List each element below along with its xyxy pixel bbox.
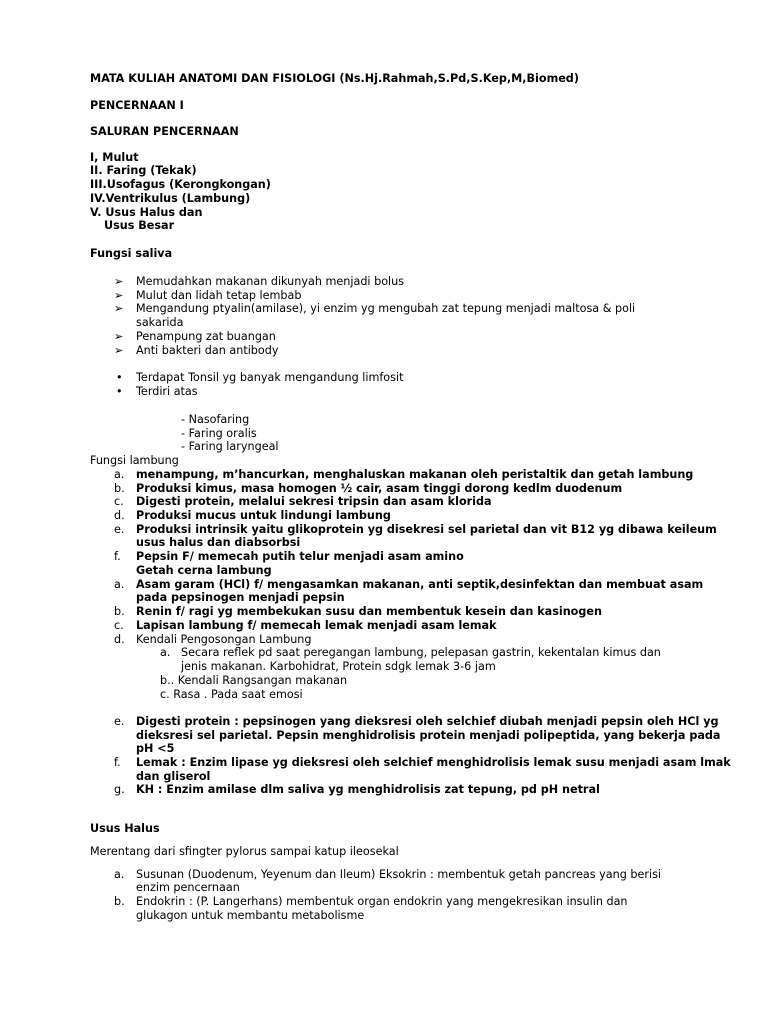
bullet-icon: • [116,385,123,398]
list-marker: b. [114,605,125,618]
list-marker: c. [114,495,124,508]
lambung-heading: Fungsi lambung [90,454,179,467]
organ-item: II. Faring (Tekak) [90,164,197,177]
list-marker: a. [160,646,171,659]
getah-item-continuation: pada pepsinogen menjadi pepsin [136,591,345,604]
lambung-function: Produksi kimus, masa homogen ½ cair, asam tinggi dorong kedlm duodenum [136,482,623,495]
digesti-item-continuation: dan gliserol [136,770,211,783]
getah-item: Asam garam (HCl) f/ mengasamkan makanan, anti septik,desinfektan dan membuat asam [136,578,704,591]
arrow-bullet-icon: ➢ [114,289,124,302]
list-marker: d. [114,509,125,522]
lambung-function: Produksi intrinsik yaitu glikoprotein yg disekresi sel parietal dan vit B12 yg dibawa keileum [136,523,717,536]
organ-item: Usus Besar [104,219,175,232]
organ-item: V. Usus Halus dan [90,206,203,219]
getah-item: Lapisan lambung f/ memecah lemak menjadi asam lemak [136,619,497,632]
getah-heading: Getah cerna lambung [136,564,272,577]
kendali-sub-item: c. Rasa . Pada saat emosi [160,688,303,701]
list-marker: g. [114,783,125,796]
list-marker: a. [114,468,125,481]
list-marker: b. [114,895,125,908]
lambung-function: Produksi mucus untuk lindungi lambung [136,509,391,522]
kendali-sub-item: Secara reflek pd saat peregangan lambung, pelepasan gastrin, kekentalan kimus dan [181,646,661,659]
faring-part: - Nasofaring [181,413,250,426]
faring-item: Terdiri atas [136,385,198,398]
chapter-title: PENCERNAAN I [90,99,184,112]
list-marker: d. [114,633,125,646]
organ-item: I, Mulut [90,151,139,164]
usus-halus-heading: Usus Halus [90,822,160,835]
list-marker: e. [114,523,125,536]
arrow-bullet-icon: ➢ [114,275,124,288]
saliva-item: Mengandung ptyalin(amilase), yi enzim yg mengubah zat tepung menjadi maltosa & poli [136,302,636,315]
course-title: MATA KULIAH ANATOMI DAN FISIOLOGI (Ns.Hj.Rahmah,S.Pd,S.Kep,M,Biomed) [90,72,579,85]
list-marker: f. [114,550,121,563]
digesti-item-continuation: pH <5 [136,742,175,755]
getah-item: Renin f/ ragi yg membekukan susu dan membentuk kesein dan kasinogen [136,605,602,618]
kendali-heading: Kendali Pengosongan Lambung [136,633,312,646]
arrow-bullet-icon: ➢ [114,344,124,357]
organ-item: III.Usofagus (Kerongkongan) [90,178,271,191]
usus-halus-item-continuation: enzim pencernaan [136,881,240,894]
list-marker: a. [114,578,125,591]
list-marker: b. [114,482,125,495]
usus-halus-item: Endokrin : (P. Langerhans) membentuk organ endokrin yang mengekresikan insulin dan [136,895,628,908]
digesti-item-continuation: dieksresi sel parietal. Pepsin menghidrolisis protein menjadi polipeptida, yang bekerja pada [136,729,721,742]
organ-item: IV.Ventrikulus (Lambung) [90,192,251,205]
usus-halus-intro: Merentang dari sfingter pylorus sampai katup ileosekal [90,845,399,858]
list-marker: c. [114,619,124,632]
kendali-sub-item: b.. Kendali Rangsangan makanan [160,674,348,687]
list-marker: e. [114,715,125,728]
digesti-item: Lemak : Enzim lipase yg dieksresi oleh selchief menghidrolisis lemak susu menjadi asam lmak [136,756,731,769]
saliva-item: Anti bakteri dan antibody [136,344,279,357]
usus-halus-item: Susunan (Duodenum, Yeyenum dan Ileum) Eksokrin : membentuk getah pancreas yang berisi [136,868,662,881]
saliva-item: Memudahkan makanan dikunyah menjadi bolus [136,275,405,288]
list-marker: a. [114,868,125,881]
lambung-function-continuation: usus halus dan diabsorbsi [136,536,301,549]
lambung-function: Pepsin F/ memecah putih telur menjadi asam amino [136,550,464,563]
bullet-icon: • [116,371,123,384]
arrow-bullet-icon: ➢ [114,330,124,343]
digesti-item: KH : Enzim amilase dlm saliva yg menghidrolisis zat tepung, pd pH netral [136,783,600,796]
faring-part: - Faring laryngeal [181,440,279,453]
arrow-bullet-icon: ➢ [114,302,124,315]
lambung-function: menampung, m’hancurkan, menghaluskan makanan oleh peristaltik dan getah lambung [136,468,694,481]
faring-part: - Faring oralis [181,427,257,440]
faring-item: Terdapat Tonsil yg banyak mengandung limfosit [136,371,404,384]
saliva-item: Mulut dan lidah tetap lembab [136,289,302,302]
saliva-heading: Fungsi saliva [90,247,173,260]
saliva-item: Penampung zat buangan [136,330,276,343]
usus-halus-item-continuation: glukagon untuk membantu metabolisme [136,909,365,922]
lambung-function: Digesti protein, melalui sekresi tripsin dan asam klorida [136,495,492,508]
kendali-sub-item-continuation: jenis makanan. Karbohidrat, Protein sdgk lemak 3-6 jam [181,660,496,673]
saliva-item-continuation: sakarida [136,316,184,329]
section-title: SALURAN PENCERNAAN [90,125,239,138]
list-marker: f. [114,756,121,769]
digesti-item: Digesti protein : pepsinogen yang dieksresi oleh selchief diubah menjadi pepsin oleh HCl yg [136,715,719,728]
